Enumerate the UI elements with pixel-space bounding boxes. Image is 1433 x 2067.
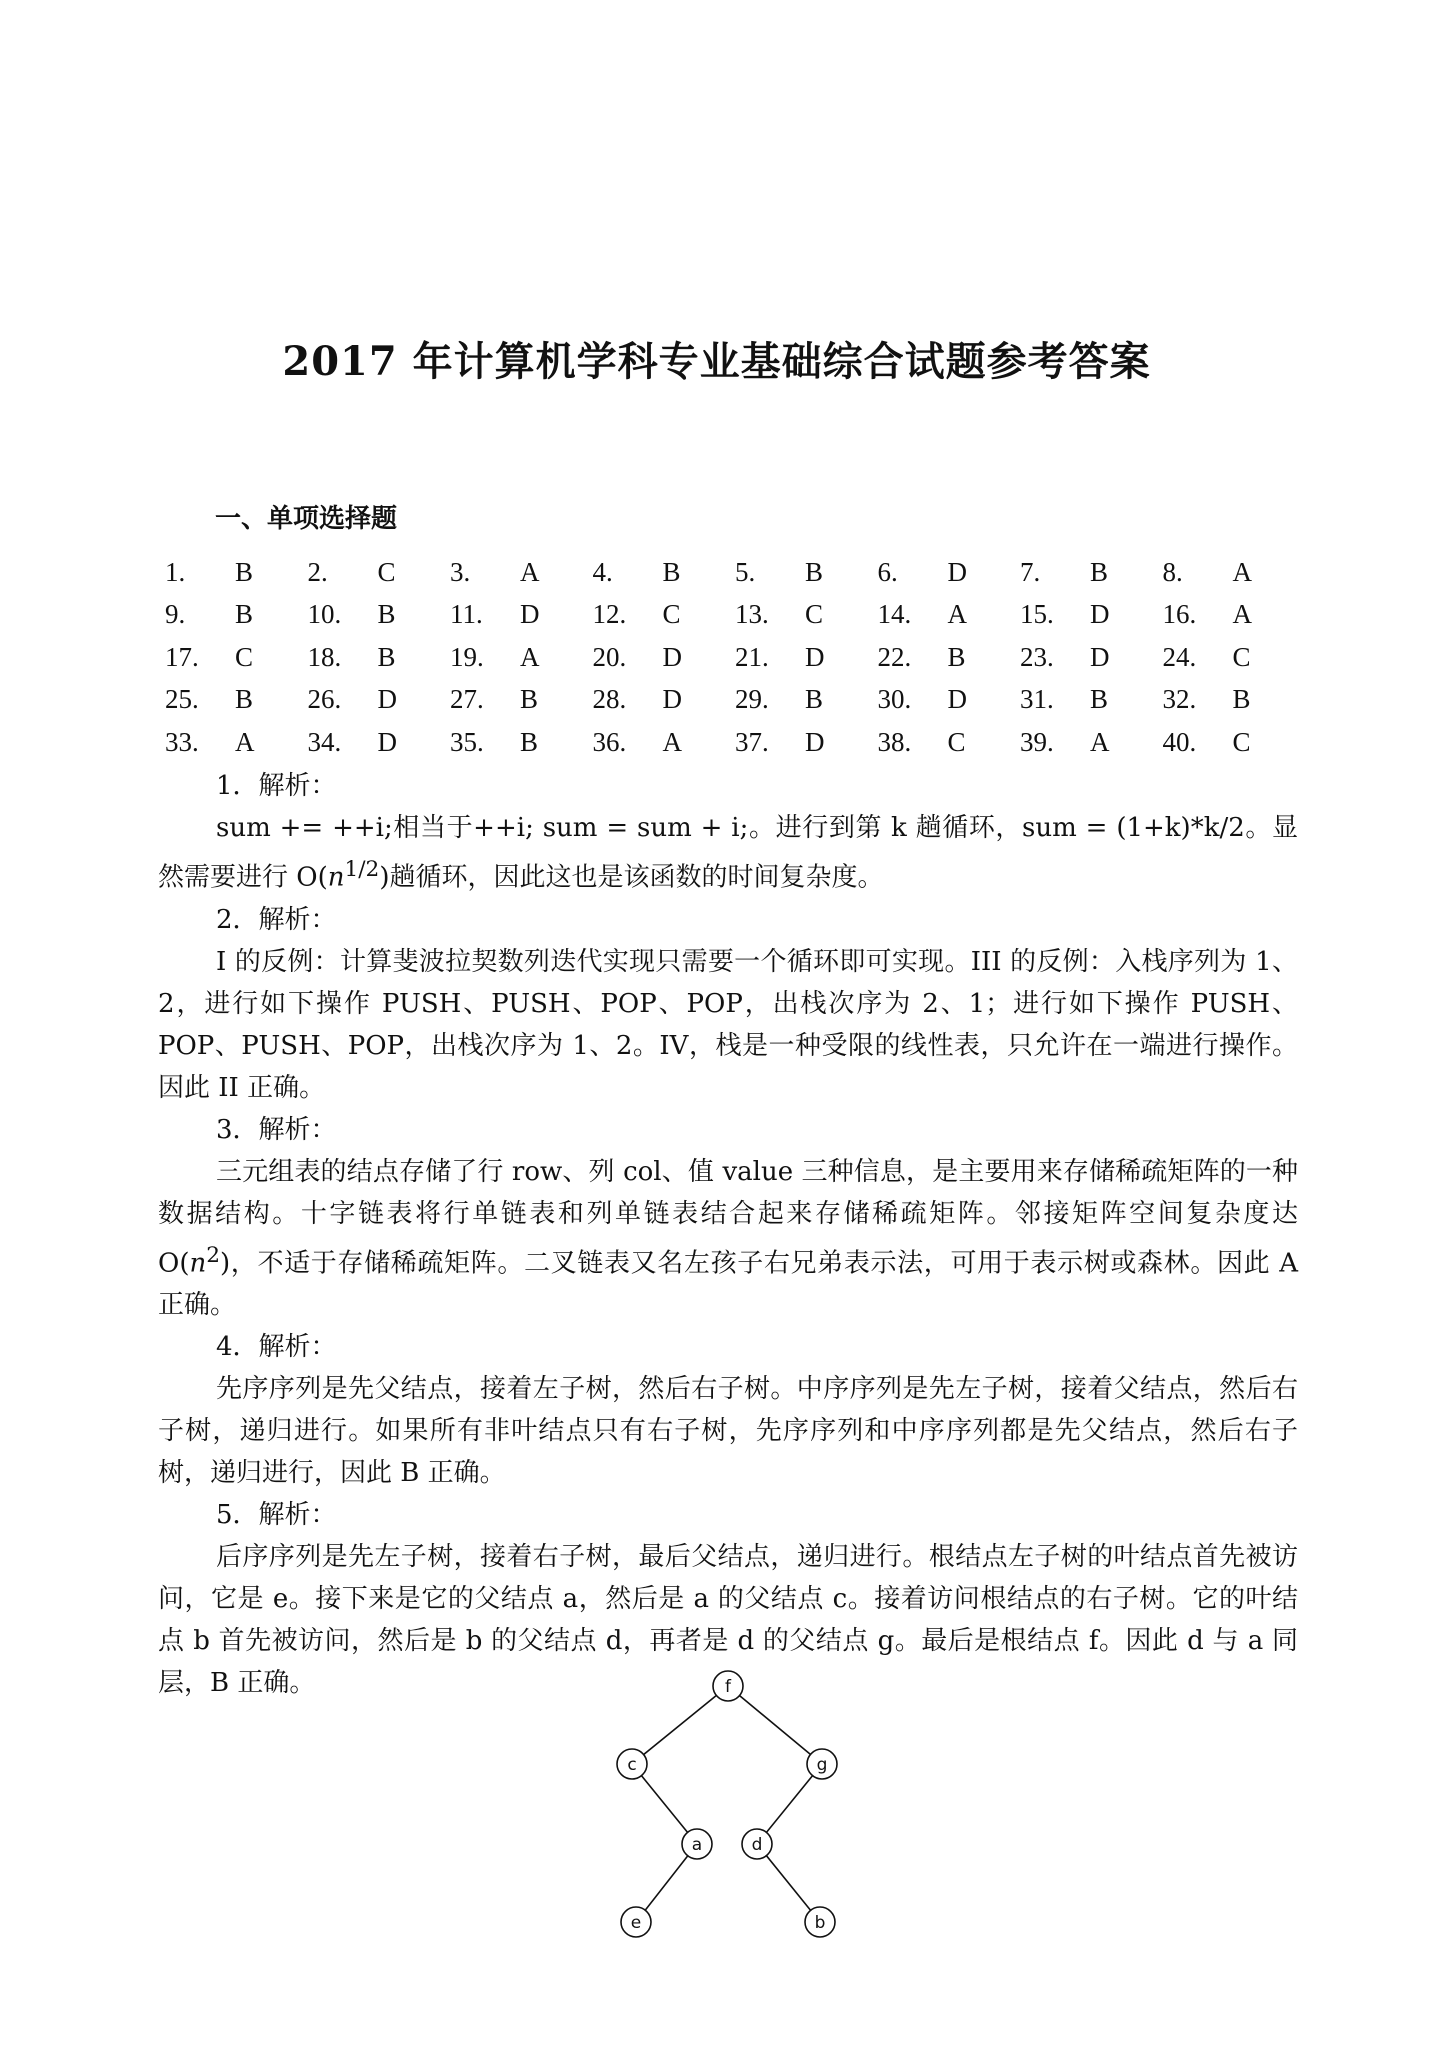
analysis-text-3b: )，不适于存储稀疏矩阵。二叉链表又名左孩子右兄弟表示法，可用于表示树或森林。因此 A 正确。: [158, 1248, 1298, 1321]
answer-number: 17.: [165, 641, 199, 672]
answer-letter: D: [947, 684, 967, 715]
answer-item: [1020, 727, 1163, 758]
answer-item: [1020, 557, 1163, 588]
answer-item: [1163, 557, 1306, 588]
answer-number: 2.: [307, 556, 328, 587]
answer-letter: D: [520, 599, 540, 630]
answer-number: 3.: [450, 556, 471, 587]
answer-letter: B: [1090, 684, 1109, 715]
answer-item: [878, 642, 1021, 673]
answer-item: [1020, 599, 1163, 630]
answer-number: 22.: [877, 641, 912, 672]
tree-label-g: g: [816, 1755, 828, 1775]
answer-letter: A: [947, 599, 967, 630]
analysis-heading-5: 5．解析：: [216, 1500, 337, 1531]
answer-number: 39.: [1020, 726, 1054, 757]
answer-number: 30.: [877, 684, 912, 715]
answer-number: 12.: [592, 599, 627, 630]
answer-number: 38.: [877, 726, 912, 757]
answer-number: 18.: [307, 641, 342, 672]
answer-item: [593, 642, 736, 673]
answer-item: [1020, 684, 1163, 715]
tree-label-f: f: [725, 1677, 731, 1697]
tree-edge: [728, 1686, 822, 1764]
answer-number: 35.: [450, 726, 484, 757]
answer-row: [165, 551, 1325, 594]
answer-number: 20.: [592, 641, 627, 672]
answer-letter: D: [377, 684, 397, 715]
answer-row: [165, 594, 1325, 637]
answer-number: 36.: [592, 726, 627, 757]
answer-item: [593, 557, 736, 588]
answer-number: 19.: [450, 641, 484, 672]
answer-letter: C: [377, 556, 396, 587]
answer-item: [165, 599, 308, 630]
answer-letter: C: [662, 599, 681, 630]
answer-row: [165, 679, 1325, 722]
tree-label-e: e: [630, 1913, 642, 1933]
answer-item: [878, 727, 1021, 758]
answer-item: [1163, 727, 1306, 758]
answer-letter: D: [377, 726, 397, 757]
answer-item: [1163, 599, 1306, 630]
tree-label-b: b: [814, 1913, 826, 1933]
answer-number: 11.: [450, 599, 483, 630]
analysis-text-3a: 三元组表的结点存储了行 row、列 col、值 value 三种信息，是主要用来存储稀疏矩阵的一种数据结构。十字链表将行单链表和列单链表结合起来存储稀疏矩阵。邻接矩阵空间复杂度达 O(: [158, 1156, 1298, 1279]
answer-letter: D: [662, 684, 682, 715]
answer-number: 13.: [735, 599, 769, 630]
answer-letter: C: [947, 726, 966, 757]
answer-number: 27.: [450, 684, 484, 715]
section-heading: 一、单项选择题: [215, 504, 398, 534]
answer-letter: B: [1232, 684, 1251, 715]
answer-item: [878, 684, 1021, 715]
answer-item: [308, 642, 451, 673]
answer-letter: B: [235, 684, 254, 715]
answer-letter: A: [235, 726, 255, 757]
answer-number: 1.: [165, 556, 186, 587]
answer-number: 24.: [1162, 641, 1197, 672]
analysis-heading-3: 3．解析：: [216, 1114, 337, 1145]
analysis-text-5: 后序序列是先左子树，接着右子树，最后父结点，递归进行。根结点左子树的叶结点首先被访问，它是 e。接下来是它的父结点 a，然后是 a 的父结点 c。接着访问根结点的右子树。它的叶结点 b 首先被访问，然后是 b 的父结点 d，再者是 d 的父结点 g。最后是根结点 f。因此 d 与 a 同层，B 正确。: [158, 1542, 1298, 1699]
answer-letter: A: [520, 556, 540, 587]
answer-letter: D: [947, 556, 967, 587]
answer-row: [165, 636, 1325, 679]
answer-number: 33.: [165, 726, 199, 757]
answer-item: [450, 557, 593, 588]
answer-letter: D: [662, 641, 682, 672]
answer-row: [165, 721, 1325, 764]
analysis-section: [158, 765, 1298, 1704]
answer-letter: C: [1232, 726, 1251, 757]
answer-item: [1020, 642, 1163, 673]
analysis-text-1: [158, 807, 1298, 899]
answer-item: [308, 599, 451, 630]
answer-item: [593, 599, 736, 630]
answer-number: 23.: [1020, 641, 1054, 672]
analysis-text-3: [158, 1151, 1298, 1327]
tree-label-a: a: [691, 1835, 703, 1855]
answer-number: 29.: [735, 684, 769, 715]
tree-edge: [632, 1686, 728, 1764]
answer-item: [308, 727, 451, 758]
answer-letter: A: [1090, 726, 1110, 757]
answer-letter: A: [1232, 599, 1252, 630]
answer-item: [308, 684, 451, 715]
answer-item: [593, 727, 736, 758]
answer-item: [1163, 684, 1306, 715]
math-exponent: 1/2: [344, 857, 380, 882]
answer-number: 34.: [307, 726, 342, 757]
tree-label-c: c: [627, 1755, 637, 1775]
answer-letter: A: [1232, 556, 1252, 587]
analysis-text-2: I 的反例：计算斐波拉契数列迭代实现只需要一个循环即可实现。III 的反例：入栈序列为 1、2，进行如下操作 PUSH、PUSH、POP、POP，出栈次序为 2、1；进行如下操作 PUSH、POP、PUSH、POP，出栈次序为 1、2。IV，栈是一种受限的线性表，只允许在一端进行操作。因此 II 正确。: [158, 946, 1298, 1103]
answer-number: 40.: [1162, 726, 1197, 757]
answer-item: [735, 684, 878, 715]
answer-number: 14.: [877, 599, 912, 630]
answer-item: [165, 557, 308, 588]
answer-number: 26.: [307, 684, 342, 715]
answer-letter: B: [805, 556, 824, 587]
answer-item: [450, 642, 593, 673]
answer-item: [308, 557, 451, 588]
tree-label-d: d: [751, 1835, 763, 1855]
answer-number: 5.: [735, 556, 756, 587]
answer-number: 7.: [1020, 556, 1041, 587]
answer-letter: C: [805, 599, 824, 630]
answer-letter: B: [377, 641, 396, 672]
answer-item: [735, 599, 878, 630]
answer-item: [165, 684, 308, 715]
answer-number: 21.: [735, 641, 769, 672]
answer-number: 28.: [592, 684, 627, 715]
answer-letter: D: [1090, 641, 1110, 672]
answer-number: 8.: [1162, 556, 1183, 587]
binary-tree-diagram: [600, 1660, 860, 1950]
answer-number: 31.: [1020, 684, 1054, 715]
answer-number: 4.: [592, 556, 613, 587]
answer-letter: C: [235, 641, 254, 672]
answer-item: [735, 557, 878, 588]
math-variable: n: [327, 862, 345, 893]
answer-letter: B: [520, 726, 539, 757]
analysis-heading-4: 4．解析：: [216, 1332, 337, 1363]
answer-letter: B: [947, 641, 966, 672]
analysis-heading-2: 2．解析：: [216, 904, 337, 935]
answer-item: [593, 684, 736, 715]
answer-item: [450, 684, 593, 715]
answer-item: [450, 599, 593, 630]
answer-number: 10.: [307, 599, 342, 630]
answer-table: [165, 551, 1325, 764]
answer-letter: D: [805, 641, 825, 672]
answer-letter: B: [662, 556, 681, 587]
answer-letter: D: [1090, 599, 1110, 630]
answer-letter: B: [377, 599, 396, 630]
page-title: 2017 年计算机学科专业基础综合试题参考答案: [282, 338, 1151, 385]
analysis-text-1b: )趟循环，因此这也是该函数的时间复杂度。: [379, 862, 884, 893]
answer-number: 6.: [877, 556, 898, 587]
answer-number: 25.: [165, 684, 199, 715]
answer-letter: B: [520, 684, 539, 715]
answer-letter: C: [1232, 641, 1251, 672]
answer-letter: B: [805, 684, 824, 715]
analysis-text-1a: sum += ++i;相当于++i; sum = sum + i;。进行到第 k 趟循环，sum = (1+k)*k/2。显然需要进行 O(: [158, 813, 1298, 893]
answer-number: 16.: [1162, 599, 1197, 630]
math-exponent: 2: [206, 1242, 220, 1268]
answer-number: 9.: [165, 599, 186, 630]
answer-item: [450, 727, 593, 758]
answer-letter: B: [235, 599, 254, 630]
answer-item: [735, 727, 878, 758]
answer-number: 32.: [1162, 684, 1197, 715]
answer-letter: A: [520, 641, 540, 672]
answer-item: [1163, 642, 1306, 673]
answer-letter: B: [1090, 556, 1109, 587]
answer-letter: D: [805, 726, 825, 757]
answer-item: [878, 557, 1021, 588]
answer-number: 15.: [1020, 599, 1054, 630]
answer-item: [878, 599, 1021, 630]
analysis-heading-1: 1．解析：: [216, 771, 337, 801]
answer-item: [735, 642, 878, 673]
answer-letter: B: [235, 556, 254, 587]
analysis-text-4: 先序序列是先父结点，接着左子树，然后右子树。中序序列是先左子树，接着父结点，然后右子树，递归进行。如果所有非叶结点只有右子树，先序序列和中序序列都是先父结点，然后右子树，递归进行，因此 B 正确。: [158, 1374, 1298, 1489]
answer-letter: A: [662, 726, 682, 757]
answer-item: [165, 642, 308, 673]
math-variable: n: [189, 1248, 207, 1279]
answer-item: [165, 727, 308, 758]
answer-number: 37.: [735, 726, 769, 757]
